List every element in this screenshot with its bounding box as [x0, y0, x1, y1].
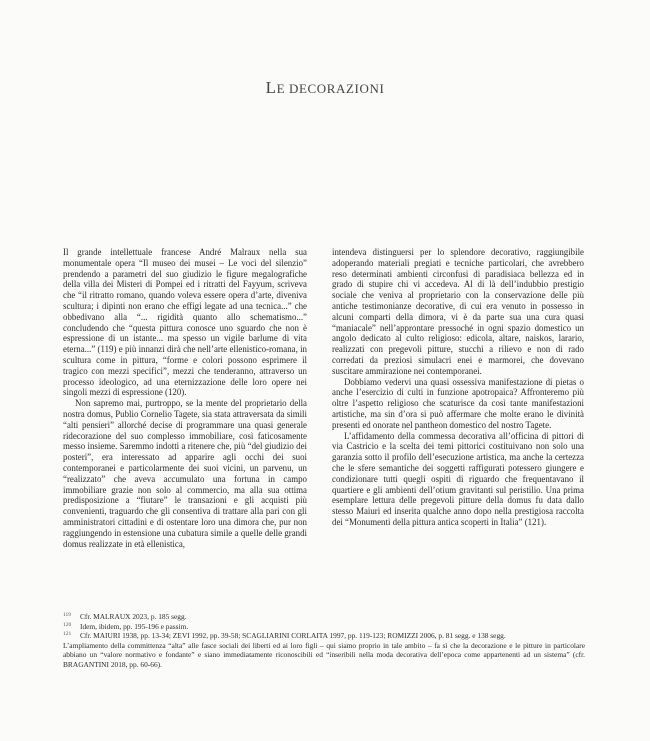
page-title [0, 78, 650, 98]
footnote [63, 622, 585, 632]
right-column [332, 247, 584, 528]
footnote-number: 121 [63, 631, 72, 638]
footnote [63, 612, 585, 622]
footnote-text: Cfr. MAIURI 1938, pp. 13-34; ZEVI 1992, pp. 39-58; SCAGLIARINI CORLAITA 1997, pp. 119-123; ROMIZZI 2006, p. 81 segg. e 138 segg. [80, 631, 506, 641]
paragraph: intendeva distinguersi per lo splendore decorativo, raggiungibile adoperando materiali pregiati e tecniche particolari, che avrebbero reso determinati ambienti circonfusi di paradisiaca bellezza ed in grado di stupire chi vi accedeva. Al di là dell’indubbio prestigio sociale che veniva al proprietario con la conservazione delle più antiche testimonianze decorative, di cui era venuto in possesso in alcuni comparti della dimora, vi è da parte sua una cura quasi “maniacale” nell’approntare pressoché in ogni spazio domestico un angolo dedicato al culto religioso: edicola, altare, naiskos, larario, realizzati con pregevoli pitture, stucchi a rilievo e non di rado corredati da preziosi simulacri enei e marmorei, che dovevano suscitare ammirazione nei contemporanei. [332, 247, 584, 376]
footnotes [63, 612, 585, 670]
footnote-text: L’ampliamento della committenza “alta” alle fasce sociali dei liberti ed ai loro figli – qui siamo proprio in tale ambito – fa sì che la decorazione e le pitture in particolare abbiano un “valore normativo e fondante” e siano immediatamente riconoscibili ed “inseribili nella moda decorativa dell’epoca come appartenenti ad un sistema” (cfr. BRAGANTINI 2018, pp. 60-66). [63, 640, 585, 669]
footnote-text: Idem, ibidem, pp. 195-196 e passim. [80, 621, 189, 631]
paragraph: L’affidamento della commessa decorativa all’officina di pittori di via Castricio e la scelta dei temi pittorici costituivano non solo una garanzia sotto il profilo dell’esecuzione artistica, ma anche la certezza che le sfere semantiche dei soggetti raffigurati potessero giungere e condizionare tutti quegli ospiti di riguardo che frequentavano il quartiere e gli ambienti dell’otium gravitanti sul peristilio. Una prima esemplare lettura delle pregevoli pitture della domus fu data dallo stesso Maiuri ed inserita qualche anno dopo nella prestigiosa raccolta dei “Monumenti della pittura antica scoperti in Italia” (121). [332, 430, 584, 527]
footnote-text: Cfr. MALRAUX 2023, p. 185 segg. [80, 612, 187, 621]
left-column [63, 247, 307, 549]
paragraph: Il grande intellettuale francese André Malraux nella sua monumentale opera “Il museo dei musei – Le voci del silenzio” prendendo a parametri del suo giudizio le figure megalografiche della villa dei Misteri di Pompei ed i ritratti del Fayyum, scriveva che “il ritratto romano, quando voleva essere opera d’arte, diveniva scultura; i dipinti non erano che effigi legate ad una tecnica...” che obbedivano alla “... rigidità quanto allo schematismo...” concludendo che “questa pittura conosce uno sguardo che non è espressione di un istante... ma spesso un vigile barlume di vita eterna...” (119) e più innanzi dirà che nell’arte ellenistico-romana, in scultura come in pittura, “forme e colori possono esprimere il tragico con mezzi specifici”, mezzi che tenderanno, attraverso un processo ideologico, ad una eternizzazione delle loro opere nei singoli mezzi di espressione (120). [63, 247, 307, 398]
paragraph: Dobbiamo vedervi una quasi ossessiva manifestazione di pietas o anche l’esercizio di culti in funzione apotropaica? Affronteremo più oltre l’aspetto religioso che scaturisce da così tante manifestazioni artistiche, ma sin d’ora si può affermare che molte erano le divinità presenti ed onorate nel pantheon domestico del nostro Tagete. [332, 376, 584, 430]
title-rest: E DECORAZIONI [276, 81, 385, 96]
paragraph: Non sapremo mai, purtroppo, se la mente del proprietario della nostra domus, Publio Cornelio Tagete, sia stata attraversata da simili “alti pensieri” allorché decise di programmare una quasi generale ridecorazione del suo complesso immobiliare, così faticosamente messo insieme. Saremmo indotti a ritenere che, più “del giudizio dei posteri”, era interessato ad apparire agli occhi dei suoi contemporanei e particolarmente dei suoi vicini, un parvenu, un “realizzato” che aveva accumulato una fortuna in campo immobiliare grazie non solo al commercio, ma alla sua ottima predisposizione a “fiutare” le transazioni e gli acquisti più convenienti, traguardo che gli consentiva di trattare alla pari con gli amministratori cittadini e di ostentare loro una dimora che, pur non raggiungendo in estensione una cubatura simile a quelle delle grandi domus realizzate in età ellenistica, [63, 398, 307, 549]
footnote [63, 631, 585, 641]
title-initial: L [265, 78, 277, 97]
footnote-continuation [63, 641, 585, 670]
footnote-number: 119 [63, 612, 72, 618]
footnote-number: 120 [63, 621, 72, 628]
